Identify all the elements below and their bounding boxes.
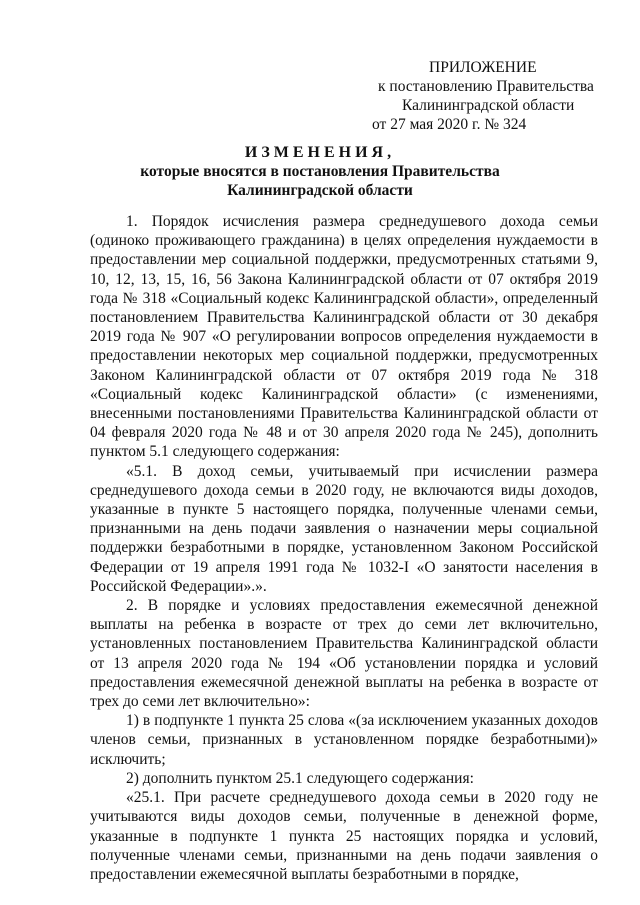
heading-title: ИЗМЕНЕНИЯ, [244, 144, 396, 161]
paragraph-2-2: 2) дополнить пунктом 25.1 следующего содержания: [126, 769, 474, 787]
paragraph-2-1: 1) в подпункте 1 пункта 25 слова «(за исключением указанных доходов членов семьи, признанных в установленном порядке безработными)» исключить; [90, 712, 598, 768]
paragraph-5-1: «5.1. В доход семьи, учитываемый при исчислении размера среднедушевого дохода семьи в 2020 году, не включаются виды доходов, указанные в пункте 5 настоящего порядка, полученные членами семьи, признанными на день подачи заявления о назначении меры социальной поддержки безработными в порядке, установленном Законом Российской Федерации от 19 апреля 1991 года № 1032-I «О занятости населения в Российской Федерации».». [90, 462, 598, 595]
paragraph-2: 2. В порядке и условиях предоставления ежемесячной денежной выплаты на ребенка в возрасте от трех до семи лет включительно, установленных постановлением Правительства Калининградской области от 13 апреля 2020 года № 194 «Об установлении порядка и условий предоставления ежемесячной денежной выплаты на ребенка в возрасте от трех до семи лет включительно»: [90, 597, 598, 711]
paragraph-1: 1. Порядок исчисления размера среднедушевого дохода семьи (одиноко проживающего гражданина) в целях определения нуждаемости в предоставлении мер социальной поддержки, предусмотренных статьями 9, 10, 12, 13, 15, 16, 56 Закона Калининградской области от 07 октября 2019 года № 318 «Социальный кодекс Калининградской области», определенный постановлением Правительства Калининградской области от 30 декабря 2019 года № 907 «О регулировании вопросов определения нуждаемости в предоставлении некоторых мер социальной поддержки, предусмотренных Законом Калининградской области от 07 октября 2019 года № 318 «Социальный кодекс Калининградской области» (с изменениями, внесенными постановлениями Правительства Калининградской области от 04 февраля 2020 года № 48 и от 30 апреля 2020 года № 245), дополнить пунктом 5.1 следующего содержания: [90, 213, 598, 461]
appendix-line-1: к постановлению Правительства [378, 78, 594, 95]
heading-line-1: которые вносятся в постановления Правительства [140, 163, 500, 180]
document-body [90, 212, 598, 884]
paragraph-25-1: «25.1. При расчете среднедушевого дохода семьи в 2020 году не учитываются виды доходов семьи, полученные в денежной форме, указанные в подпункте 1 пункта 25 настоящих порядка и условий, полученные членами семьи, признанными на день подачи заявления о предоставлении ежемесячной выплаты безработными в порядке, [90, 789, 598, 883]
appendix-title: ПРИЛОЖЕНИЕ [429, 59, 537, 76]
document-heading [90, 143, 550, 200]
appendix-block [372, 58, 602, 134]
appendix-date-line: от 27 мая 2020 г. № 324 [372, 116, 527, 133]
heading-line-2: Калининградской области [227, 182, 413, 199]
appendix-line-2: Калининградской области [402, 97, 575, 114]
